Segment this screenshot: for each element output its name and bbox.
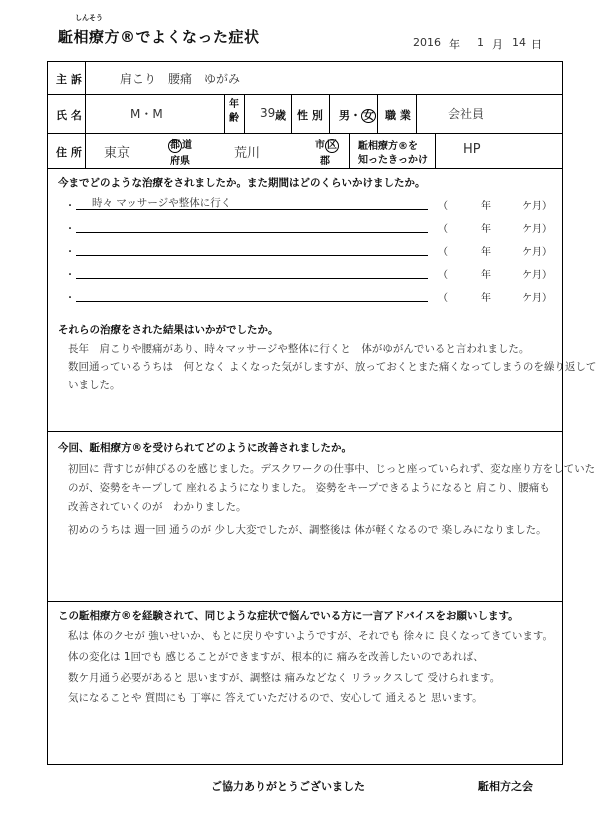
- address-shi-ku: [315, 136, 339, 153]
- q1-row-year-label: 年: [481, 293, 491, 304]
- page-title: 駈相療方®でよくなった症状: [58, 28, 260, 46]
- address-fu: 府: [170, 156, 180, 167]
- q1-row: [48, 241, 564, 261]
- name-label: 氏 名: [56, 109, 82, 122]
- q1-row: [48, 218, 564, 238]
- gender-label: 性 別: [297, 109, 323, 122]
- q4-question: この駈相療方®を経験されて、同じような症状で悩んでいる方に一言アドバイスをお願いします。: [58, 610, 519, 622]
- date-year: 2016: [413, 36, 441, 49]
- occupation-label: 職 業: [385, 109, 411, 122]
- day-label: 日: [531, 38, 542, 51]
- q1-row-bullet: ・: [65, 224, 75, 235]
- q1-question: 今までどのような治療をされましたか。また期間はどのくらいかけましたか。: [58, 177, 426, 189]
- q1-row-month-label: ケ月）: [522, 293, 552, 304]
- q2-question: それらの治療をされた結果はいかがでしたか。: [58, 324, 279, 336]
- q1-row: [48, 195, 564, 215]
- q1-row-month-label: ケ月）: [522, 247, 552, 258]
- q1-row-month-label: ケ月）: [522, 224, 552, 235]
- source-label-line1: 駈相療方®を: [358, 141, 418, 152]
- footer-thanks: ご協力ありがとうございました: [211, 780, 365, 793]
- q3-line-1: 初回に 背すじが伸びるのを感じました。デスクワークの仕事中、じっと座っていられず、変な座り方をしていた: [68, 463, 596, 475]
- q4-line-4: 気になることや 質問にも 丁寧に 答えていただけるので、安心して 通えると 思います。: [68, 692, 483, 704]
- q1-row-year-label: 年: [481, 201, 491, 212]
- q3-line-2: のが、姿勢をキープして 座れるようになりました。 姿勢をキープできるようになると 肩こり、腰痛も: [68, 482, 550, 494]
- q1-row-bullet: ・: [65, 270, 75, 281]
- age-label: 年齢: [229, 99, 239, 124]
- q1-row-year-label: 年: [481, 224, 491, 235]
- complaint-value: 肩こり 腰痛 ゆがみ: [120, 72, 241, 86]
- address-city: 荒川: [234, 146, 261, 161]
- q1-row-underline: [76, 278, 428, 279]
- q3-line-4: 初めのうちは 週一回 通うのが 少し大変でしたが、調整後は 体が軽くなるので 楽しみになりました。: [68, 524, 547, 536]
- gender-female-circled: 女: [363, 109, 374, 122]
- q1-row-month-label: ケ月）: [522, 270, 552, 281]
- address-to-circled: 都: [170, 140, 180, 151]
- q1-row-bullet: ・: [65, 247, 75, 258]
- q1-row-underline: [76, 255, 428, 256]
- occupation-value: 会社員: [448, 107, 485, 121]
- gender-options: 男・ 女: [339, 109, 374, 122]
- q1-row-paren: （: [438, 247, 448, 258]
- q1-row-bullet: ・: [65, 293, 75, 304]
- date-month: 1: [477, 36, 484, 49]
- q3-line-3: 改善されていくのが わかりました。: [68, 501, 247, 513]
- address-shi: 市: [315, 140, 325, 151]
- q2-line-1: 長年 肩こりや腰痛があり、時々マッサージや整体に行くと 体がゆがんでいると言われました。: [68, 343, 530, 355]
- address-gun: 郡: [320, 156, 330, 167]
- q1-row-text: 時々 マッサージや整体に行く: [92, 197, 232, 209]
- source-value: HP: [463, 142, 481, 157]
- complaint-label: 主 訴: [56, 73, 82, 86]
- title-ruby: しんそう: [75, 14, 103, 22]
- name-value: M・M: [130, 107, 163, 121]
- q1-row-paren: （: [438, 201, 448, 212]
- month-label: 月: [492, 38, 503, 51]
- address-label: 住 所: [56, 146, 82, 159]
- q1-row-year-label: 年: [481, 247, 491, 258]
- q1-row-paren: （: [438, 293, 448, 304]
- q1-row-month-label: ケ月）: [522, 201, 552, 212]
- q1-row-year-label: 年: [481, 270, 491, 281]
- source-label-line2: 知ったきっかけ: [358, 155, 428, 166]
- q1-row: [48, 287, 564, 307]
- age-unit: 歳: [275, 109, 286, 122]
- address-do: 道: [182, 140, 192, 151]
- address-ku-circled: 区: [327, 140, 337, 151]
- q4-line-1: 私は 体のクセが 強いせいか、もとに戻りやすいようですが、それでも 徐々に 良くなってきています。: [68, 630, 554, 642]
- q1-row-bullet: ・: [65, 201, 75, 212]
- q1-row-paren: （: [438, 270, 448, 281]
- q1-row-underline: [76, 232, 428, 233]
- address-fu-ken: [170, 152, 190, 167]
- address-to-do: [168, 136, 192, 153]
- q4-line-2: 体の変化は 1回でも 感じることができますが、根本的に 痛みを改善したいのであれば、: [68, 651, 484, 663]
- q2-line-3: いました。: [68, 379, 121, 391]
- q1-row-paren: （: [438, 224, 448, 235]
- q3-question: 今回、駈相療方®を受けられてどのように改善されましたか。: [58, 442, 352, 454]
- form-frame: [47, 61, 596, 765]
- address-ken: 県: [180, 156, 190, 167]
- q1-row-underline: [76, 301, 428, 302]
- date-day: 14: [512, 36, 526, 49]
- q2-line-2: 数回通っているうちは 何となく よくなった気がしますが、放っておくとまた痛くなってしまうのを繰り返して: [68, 361, 596, 373]
- footer-org: 駈相方之会: [478, 780, 533, 793]
- q4-line-3: 数ケ月通う必要があると 思いますが、調整は 痛みなどなく リラックスして 受けられます。: [68, 672, 501, 684]
- age-value: 39: [260, 106, 276, 120]
- year-label: 年: [449, 38, 460, 51]
- address-prefecture: 東京: [104, 146, 131, 161]
- gender-male: 男: [339, 109, 350, 122]
- q1-row: [48, 264, 564, 284]
